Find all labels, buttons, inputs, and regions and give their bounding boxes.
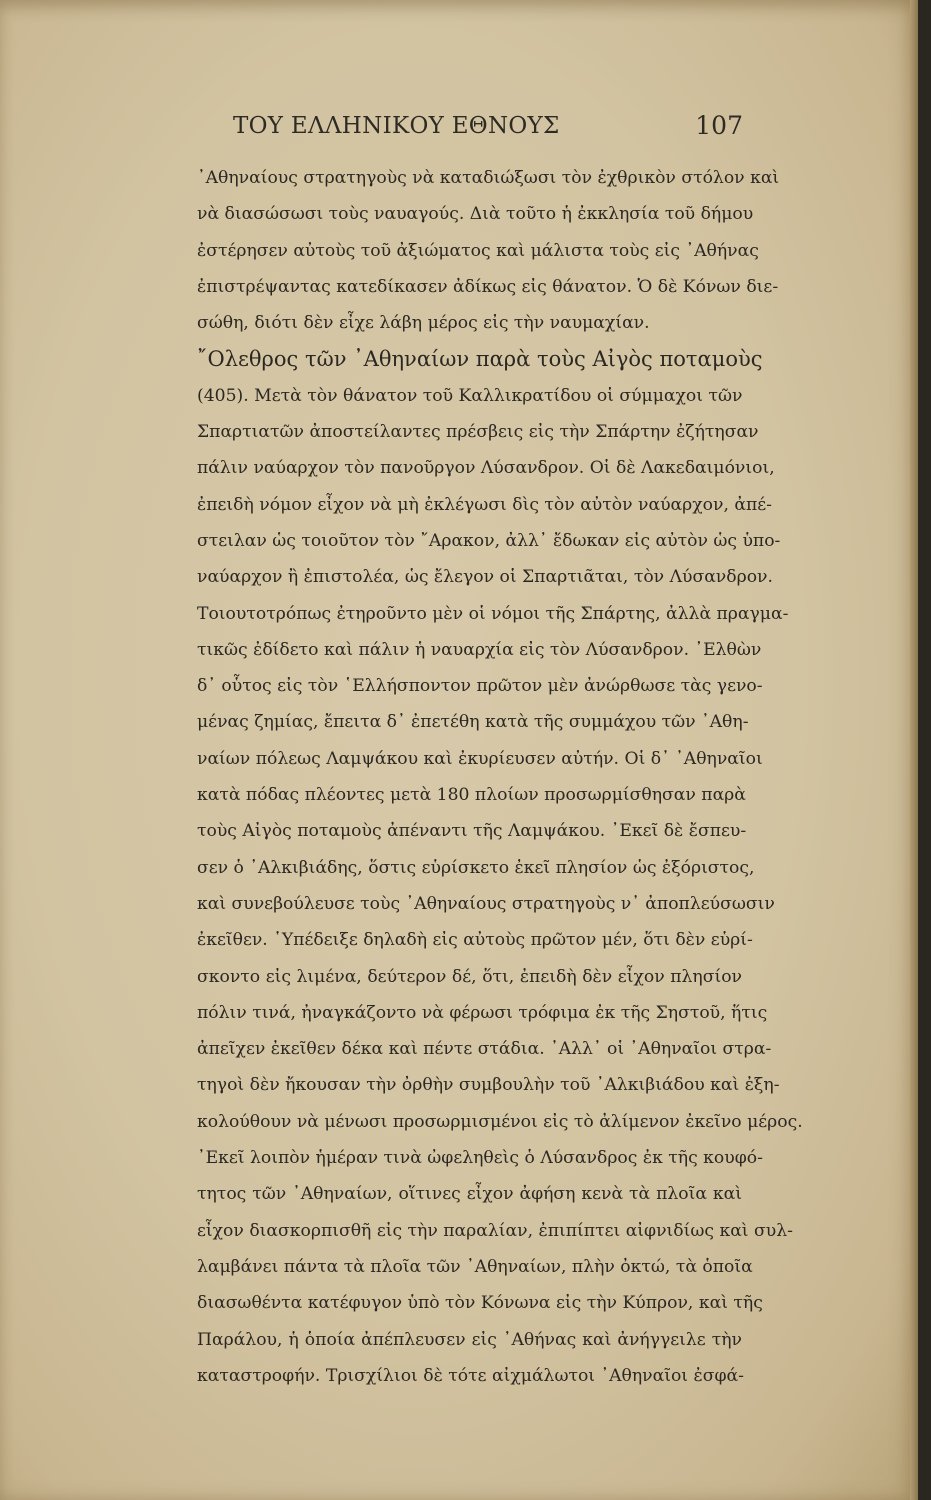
text-line: ᾽Εκεῖ λοιπὸν ἡμέραν τινὰ ὠφεληθεὶς ὁ Λύσανδρος ἐκ τῆς κουφό-	[197, 1148, 763, 1169]
text-line: Τοιουτοτρόπως ἐτηροῦντο μὲν οἱ νόμοι τῆς Σπάρτης, ἀλλὰ πραγμα-	[197, 603, 789, 624]
text-line: καὶ συνεβούλευσε τοὺς ᾽Αθηναίους στρατηγοὺς ν᾽ ἀποπλεύσωσιν	[197, 893, 775, 914]
text-line: ναίων πόλεως Λαμψάκου καὶ ἐκυρίευσεν αὐτήν. Οἱ δ᾽ ᾽Αθηναῖοι	[197, 748, 763, 769]
text-line: Σπαρτιατῶν ἀποστείλαντες πρέσβεις εἰς τὴν Σπάρτην ἐζήτησαν	[197, 422, 759, 443]
text-line: τοὺς Αἰγὸς ποταμοὺς ἀπέναντι τῆς Λαμψάκου. ᾽Εκεῖ δὲ ἔσπευ-	[197, 821, 747, 842]
page-edge	[910, 0, 918, 1500]
text-line: μένας ζημίας, ἔπειτα δ᾽ ἐπετέθη κατὰ τῆς συμμάχου τῶν ᾽Αθη-	[197, 712, 749, 733]
text-line: κολούθουν νὰ μένωσι προσωρμισμένοι εἰς τὸ ἀλίμενον ἐκεῖνο μέρος.	[197, 1111, 803, 1132]
text-line: τηγοὶ δὲν ἤκουσαν τὴν ὀρθὴν συμβουλὴν τοῦ ᾽Αλκιβιάδου καὶ ἐξη-	[197, 1075, 780, 1096]
running-title: ΤΟΥ ΕΛΛΗΝΙΚΟΥ ΕΘΝΟΥΣ	[233, 113, 560, 139]
text-line: πάλιν ναύαρχον τὸν πανοῦργον Λύσανδρον. Οἱ δὲ Λακεδαιμόνιοι,	[197, 458, 775, 479]
text-line: τικῶς ἐδίδετο καὶ πάλιν ἡ ναυαρχία εἰς τὸν Λύσανδρον. ᾽Ελθὼν	[197, 639, 762, 660]
text-line: ᾽Αθηναίους στρατηγοὺς νὰ καταδιώξωσι τὸν ἐχθρικὸν στόλον καὶ	[197, 168, 780, 188]
page-header	[233, 110, 743, 142]
text-line: ἐστέρησεν αὐτοὺς τοῦ ἀξιώματος καὶ μάλιστα τοὺς εἰς ᾽Αθήνας	[197, 240, 759, 261]
text-line: πόλιν τινά, ἠναγκάζοντο νὰ φέρωσι τρόφιμα ἐκ τῆς Σηστοῦ, ἥτις	[197, 1002, 768, 1023]
text-line: σεν ὁ ᾽Αλκιβιάδης, ὅστις εὑρίσκετο ἐκεῖ πλησίον ὡς ἐξόριστος,	[197, 857, 755, 878]
section-heading-line: ῎Ολεθρος τῶν ᾽Αθηναίων παρὰ τοὺς Αἰγὸς ποταμοὺς	[197, 347, 763, 372]
text-line: σκοντο εἰς λιμένα, δεύτερον δέ, ὅτι, ἐπειδὴ δὲν εἶχον πλησίον	[197, 966, 742, 987]
text-line: ἀπεῖχεν ἐκεῖθεν δέκα καὶ πέντε στάδια. ᾽Αλλ᾽ οἱ ᾽Αθηναῖοι στρα-	[197, 1039, 772, 1060]
text-line: κατὰ πόδας πλέοντες μετὰ 180 πλοίων προσωρμίσθησαν παρὰ	[197, 785, 746, 806]
text-line: σώθη, διότι δὲν εἶχε λάβη μέρος εἰς τὴν ναυμαχίαν.	[197, 313, 650, 334]
text-line: ἐπειδὴ νόμον εἶχον νὰ μὴ ἐκλέγωσι δὶς τὸν αὐτὸν ναύαρχον, ἀπέ-	[197, 494, 772, 515]
text-line: νὰ διασώσωσι τοὺς ναυαγούς. Διὰ τοῦτο ἡ ἐκκλησία τοῦ δήμου	[197, 204, 754, 225]
page-number: 107	[695, 111, 743, 140]
text-line: διασωθέντα κατέφυγον ὑπὸ τὸν Κόνωνα εἰς τὴν Κύπρον, καὶ τῆς	[197, 1293, 763, 1314]
text-line: καταστροφήν. Τρισχίλιοι δὲ τότε αἰχμάλωτοι ᾽Αθηναῖοι ἐσφά-	[197, 1365, 744, 1386]
text-line: στειλαν ὡς τοιοῦτον τὸν ῎Αρακον, ἀλλ᾽ ἔδωκαν εἰς αὐτὸν ὡς ὑπο-	[197, 530, 781, 551]
text-line: Παράλου, ἡ ὁποία ἀπέπλευσεν εἰς ᾽Αθήνας καὶ ἀνήγγειλε τὴν	[197, 1329, 742, 1350]
text-line: λαμβάνει πάντα τὰ πλοῖα τῶν ᾽Αθηναίων, πλὴν ὀκτώ, τὰ ὁποῖα	[197, 1256, 753, 1277]
text-line: εἶχον διασκορπισθῆ εἰς τὴν παραλίαν, ἐπιπίπτει αἰφνιδίως καὶ συλ-	[197, 1220, 793, 1241]
body-text	[197, 160, 803, 1394]
text-line: (405). Μετὰ τὸν θάνατον τοῦ Καλλικρατίδου οἱ σύμμαχοι τῶν	[197, 385, 743, 406]
text-line: ἐπιστρέψαντας κατεδίκασεν ἀδίκως εἰς θάνατον. Ὁ δὲ Κόνων διε-	[197, 276, 779, 297]
text-line: τητος τῶν ᾽Αθηναίων, οἵτινες εἶχον ἀφήση κενὰ τὰ πλοῖα καὶ	[197, 1184, 742, 1205]
text-line: δ᾽ οὗτος εἰς τὸν ῾Ελλήσποντον πρῶτον μὲν ἀνώρθωσε τὰς γενο-	[197, 676, 763, 697]
text-line: ἐκεῖθεν. ῾Υπέδειξε δηλαδὴ εἰς αὐτοὺς πρῶτον μέν, ὅτι δὲν εὑρί-	[197, 930, 753, 951]
text-line: ναύαρχον ἢ ἐπιστολέα, ὡς ἔλεγον οἱ Σπαρτιᾶται, τὸν Λύσανδρον.	[197, 567, 773, 588]
